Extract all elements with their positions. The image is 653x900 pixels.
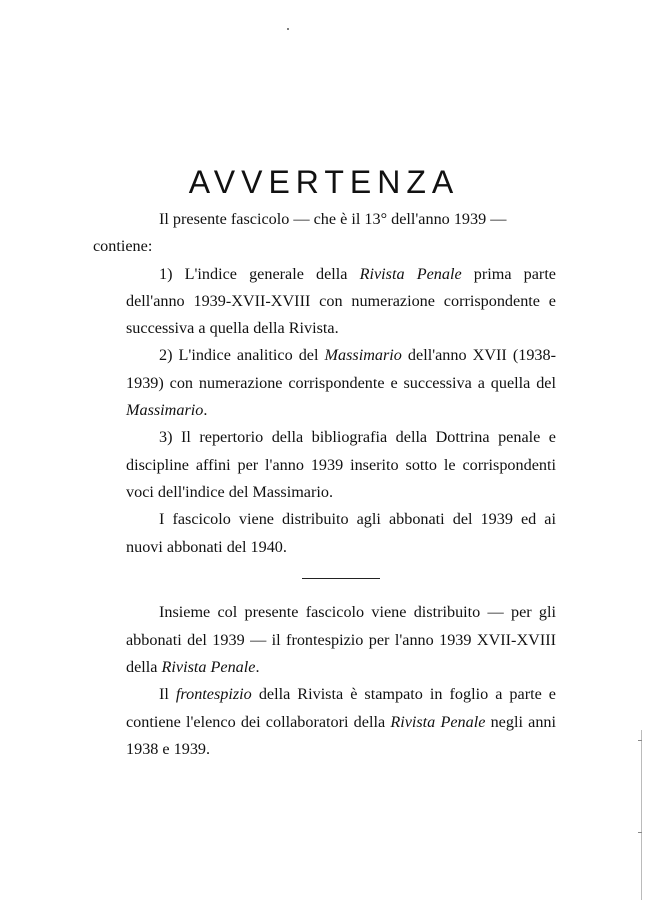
- page-title: AVVERTENZA: [188, 164, 460, 201]
- item-1-italic: Rivista Penale: [359, 264, 462, 283]
- item-1-rest: prima parte dell'anno 1939-XVII-XVIII con numerazione corrispondente e successiva a quella della Rivista.: [126, 264, 556, 338]
- item-2: [126, 342, 556, 424]
- contributors-mid: della Rivista è stampato in foglio a parte e contiene l'elenco dei collaboratori della: [126, 685, 556, 731]
- edge-mark: [638, 832, 642, 833]
- contributors-end: negli anni 1938 e 1939.: [126, 712, 556, 758]
- print-mark: [287, 28, 289, 30]
- edge-mark: [638, 740, 642, 741]
- item-2-mid: dell'anno XVII (1938-1939) con numerazione corrispondente e successiva a quella del: [126, 346, 556, 392]
- item-2-italic-2: Massimario: [126, 401, 204, 420]
- intro-line-1: Il presente fascicolo — che è il 13° dell'anno 1939 —: [159, 210, 507, 228]
- item-3-text: 3) Il repertorio della bibliografia della Dottrina penale e discipline affini per l'anno 1939 inserito sotto le corrispondenti voci dell'indice del Massimario.: [126, 428, 556, 501]
- contributors-italic: frontespizio: [175, 685, 252, 704]
- frontispiece-paragraph: [126, 599, 556, 681]
- notice-body: [93, 206, 556, 763]
- distribution-text: I fascicolo viene distribuito agli abbonati del 1939 ed ai nuovi abbonati del 1940.: [126, 510, 556, 556]
- item-2-lead: 2) L'indice analitico del: [159, 346, 325, 365]
- item-2-italic: Massimario: [324, 346, 402, 365]
- item-2-end: .: [203, 401, 208, 420]
- contributors-pre: Il: [159, 685, 176, 704]
- separator-rule: [302, 578, 380, 580]
- item-1: [126, 261, 556, 343]
- page-edge: [641, 730, 642, 900]
- frontispiece-end: .: [255, 657, 260, 676]
- frontispiece-italic: Rivista Penale: [161, 657, 256, 676]
- contributors-paragraph: [126, 681, 556, 763]
- item-3: [126, 424, 556, 506]
- intro-paragraph: [93, 206, 556, 261]
- frontispiece-pre: Insieme col presente fascicolo viene distribuito — per gli abbonati del 1939 — il frontespizio per l'anno 1939 XVII-XVIII della: [126, 603, 556, 676]
- distribution-paragraph: [126, 506, 556, 561]
- intro-line-2: contiene:: [93, 237, 153, 256]
- item-1-lead: 1) L'indice generale della: [159, 264, 360, 283]
- contributors-italic-2: Rivista Penale: [390, 712, 486, 731]
